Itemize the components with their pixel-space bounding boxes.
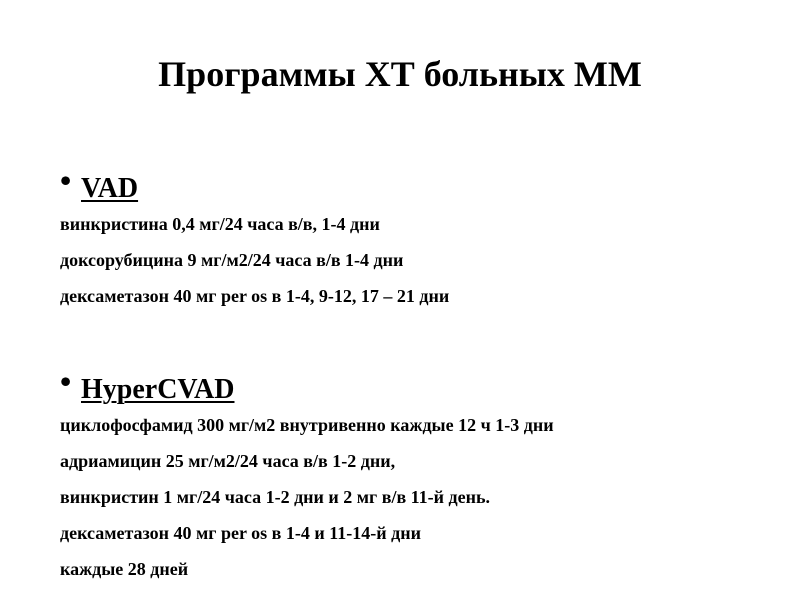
regimen-heading <box>60 363 780 407</box>
bullet-icon: • <box>60 162 72 198</box>
drug-line: адриамицин 25 мг/м2/24 часа в/в 1-2 дни, <box>60 451 396 471</box>
drug-line: дексаметазон 40 мг per os в 1-4, 9-12, 17 – 21 дни <box>60 286 450 306</box>
drug-line: каждые 28 дней <box>60 559 189 579</box>
regimen-name: HyperCVAD <box>81 374 235 405</box>
drug-line: циклофосфамид 300 мг/м2 внутривенно каждые 12 ч 1-3 дни <box>60 415 554 435</box>
regimen-section-hypercvad <box>60 363 780 587</box>
regimen-section-vad <box>60 162 780 314</box>
slide-title: Программы ХТ больных ММ <box>158 54 642 94</box>
regimen-drug-list <box>60 407 780 587</box>
drug-line: доксорубицина 9 мг/м2/24 часа в/в 1-4 дни <box>60 250 404 270</box>
regimen-heading <box>60 162 780 206</box>
drug-line: дексаметазон 40 мг per os в 1-4 и 11-14-й дни <box>60 523 421 543</box>
drug-line: винкристин 1 мг/24 часа 1-2 дни и 2 мг в/в 11-й день. <box>60 487 491 507</box>
regimen-name: VAD <box>81 173 139 204</box>
bullet-icon: • <box>60 363 72 399</box>
drug-line: винкристина 0,4 мг/24 часа в/в, 1-4 дни <box>60 214 380 234</box>
regimen-drug-list <box>60 206 780 314</box>
